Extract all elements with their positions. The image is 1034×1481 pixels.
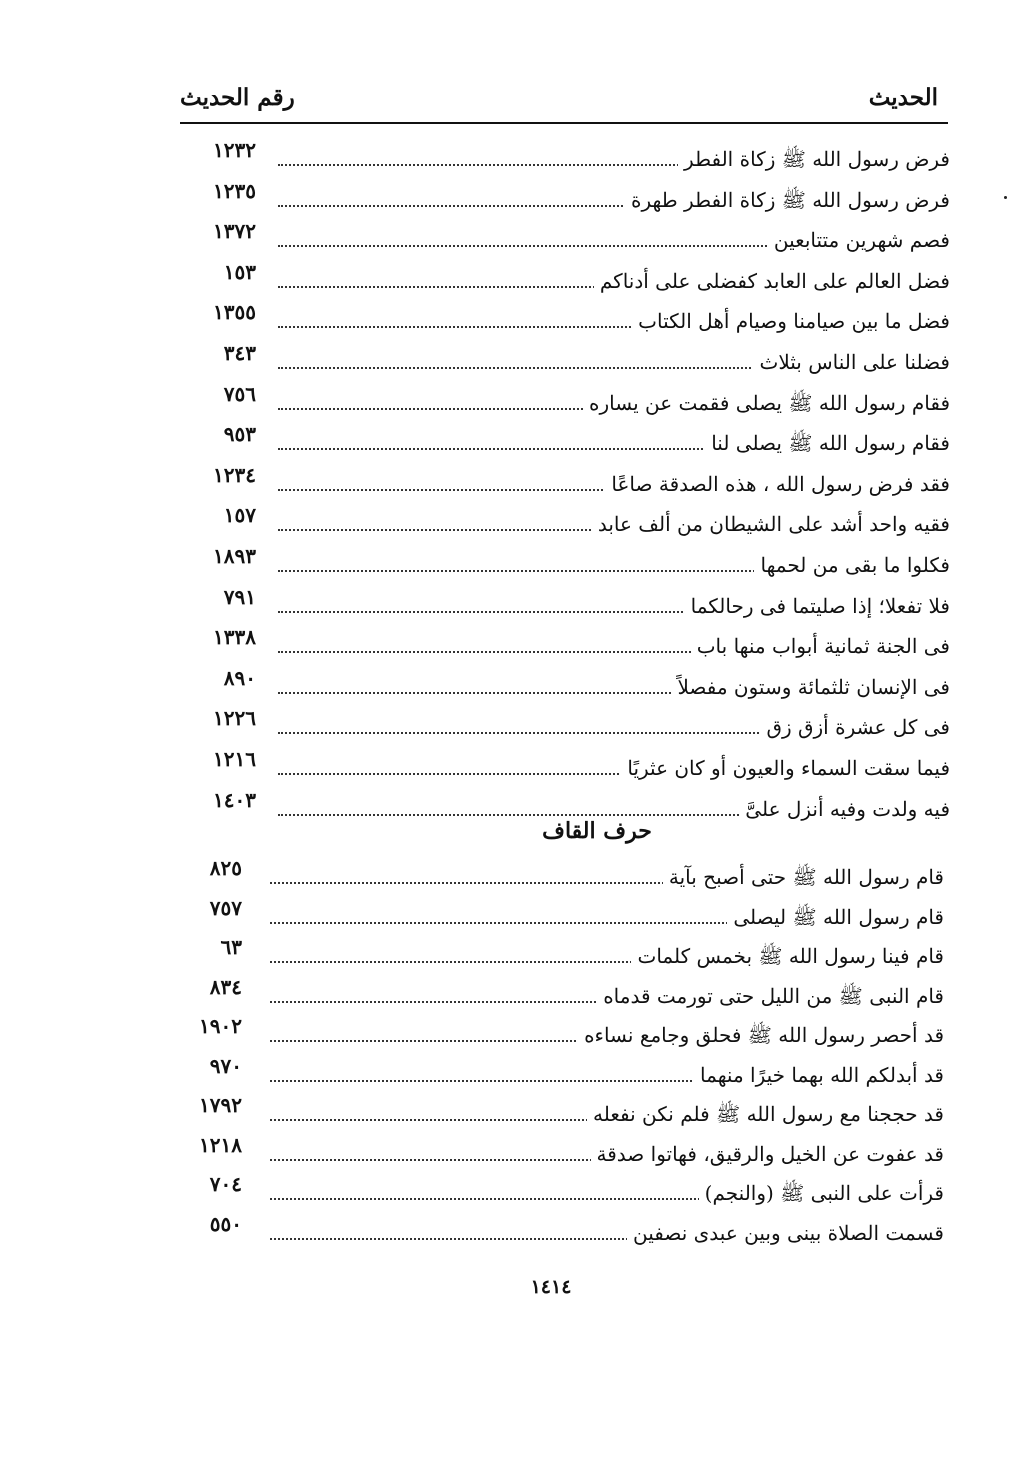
hadith-number: ١٣٧٢ [213, 219, 256, 244]
hadith-text: فى الجنة ثمانية أبواب منها باب [691, 631, 950, 661]
hadith-text: فلا تفعلا؛ إذا صليتما فى رحالكما [685, 591, 950, 621]
index-entry [270, 981, 944, 1015]
index-entry [278, 225, 950, 259]
index-entry [270, 1020, 944, 1054]
header-number-title: رقم الحديث [180, 84, 295, 111]
hadith-text: قام رسول الله ﷺ حتى أصبح بآية [663, 862, 944, 892]
page-number [0, 1276, 1034, 1298]
hadith-text: فضلنا على الناس بثلاث [753, 347, 950, 377]
hadith-number: ١٧٩٢ [199, 1093, 242, 1117]
hadith-text: فى كل عشرة أزق زق [760, 712, 950, 742]
hadith-number: ٧٠٤ [209, 1172, 242, 1196]
hadith-number: ١٣٥٥ [213, 300, 256, 325]
hadith-text: قد أحصر رسول الله ﷺ فحلق وجامع نساءه [578, 1020, 944, 1050]
hadith-number: ١٢١٦ [213, 747, 256, 771]
index-entry [278, 185, 950, 219]
hadith-text: فيما سقت السماء والعيون أو كان عثريًا [621, 753, 950, 783]
index-entry [278, 144, 950, 178]
index-entry [278, 550, 950, 584]
index-entry [278, 469, 950, 503]
index-entry [278, 712, 950, 746]
hadith-text: فضل ما بين صيامنا وصيام أهل الكتاب [632, 306, 950, 336]
index-entry [270, 862, 944, 896]
scan-speck [1004, 196, 1007, 199]
hadith-number: ١٥٣ [223, 259, 256, 284]
hadith-text: قد عفوت عن الخيل والرقيق، فهاتوا صدقة [591, 1139, 944, 1169]
index-entry [278, 428, 950, 462]
hadith-text: قرأت على النبى ﷺ (والنجم) [699, 1178, 944, 1208]
hadith-text: قد حججنا مع رسول الله ﷺ فلم نكن نفعله [587, 1099, 944, 1129]
index-entry [278, 306, 950, 340]
index-entry [278, 388, 950, 422]
hadith-text: فى الإنسان ثلثمائة وستون مفصلاً [671, 672, 950, 702]
hadith-text: فرض رسول الله ﷺ زكاة الفطر [678, 144, 950, 174]
hadith-number: ٣٤٣ [223, 341, 256, 365]
hadith-number: ٧٥٦ [223, 381, 256, 406]
hadith-number: ٧٥٧ [209, 895, 242, 920]
index-entry [278, 591, 950, 625]
hadith-text: قد أبدلكم الله بهما خيرًا منهما [694, 1060, 944, 1090]
hadith-number: ١٩٠٢ [199, 1014, 242, 1038]
hadith-text: قام رسول الله ﷺ ليصلى [727, 902, 944, 932]
index-entry [278, 266, 950, 300]
hadith-number: ٨٣٤ [209, 974, 242, 999]
index-entry [270, 1139, 944, 1173]
index-entry [270, 1218, 944, 1252]
hadith-number: ١٢٣٤ [213, 462, 256, 487]
section-title-text: حرف القاف [542, 818, 652, 844]
hadith-text: فقيه واحد أشد على الشيطان من ألف عابد [592, 509, 950, 539]
hadith-number: ٩٥٣ [223, 422, 256, 447]
hadith-text: قسمت الصلاة بينى وبين عبدى نصفين [627, 1218, 944, 1248]
hadith-number: ١٨٩٣ [213, 544, 256, 568]
hadith-text: فضل العالم على العابد كفضلى على أدناكم [594, 266, 950, 296]
index-entry [270, 941, 944, 975]
hadith-text: فكلوا ما بقى من لحمها [754, 550, 950, 580]
hadith-number: ٧٩١ [223, 584, 256, 609]
hadith-number: ٥٥٠ [209, 1211, 242, 1236]
hadith-number: ٨٩٠ [223, 665, 256, 690]
hadith-text: فيه ولدت وفيه أنزل علىَّ [739, 794, 950, 824]
hadith-number: ٨٢٥ [209, 856, 242, 880]
section-title [0, 818, 1034, 844]
index-entry [270, 902, 944, 936]
index-entry [270, 1099, 944, 1133]
page-number-text: ١٤١٤ [530, 1276, 572, 1298]
hadith-number: ١٢٢٦ [213, 706, 256, 731]
hadith-number: ١٢٣٥ [213, 178, 256, 203]
hadith-number: ١٣٣٨ [213, 625, 256, 650]
hadith-text: فقام رسول الله ﷺ يصلى لنا [705, 428, 950, 458]
index-entry [270, 1178, 944, 1212]
hadith-number: ١٤٠٣ [213, 787, 256, 812]
hadith-text: فصم شهرين متتابعين [768, 225, 950, 255]
index-entry [278, 753, 950, 787]
header-hadith-title: الحديث [868, 84, 938, 111]
hadith-number: ٩٧٠ [209, 1053, 242, 1078]
index-entry [278, 631, 950, 665]
index-entry [270, 1060, 944, 1094]
hadith-number: ١٢٣٢ [213, 138, 256, 162]
hadith-text: فقد فرض رسول الله ، هذه الصدقة صاعًا [605, 469, 950, 499]
hadith-number: ١٥٧ [223, 503, 256, 528]
hadith-text: قام النبى ﷺ من الليل حتى تورمت قدماه [597, 981, 944, 1011]
index-entry [278, 672, 950, 706]
hadith-text: فرض رسول الله ﷺ زكاة الفطر طهرة [625, 185, 950, 215]
header-rule [180, 122, 948, 124]
hadith-number: ٦٣ [220, 935, 242, 959]
hadith-text: قام فينا رسول الله ﷺ بخمس كلمات [631, 941, 944, 971]
hadith-text: فقام رسول الله ﷺ يصلى فقمت عن يساره [583, 388, 950, 418]
index-entry [278, 347, 950, 381]
index-entry [278, 509, 950, 543]
hadith-number: ١٢١٨ [199, 1132, 242, 1157]
